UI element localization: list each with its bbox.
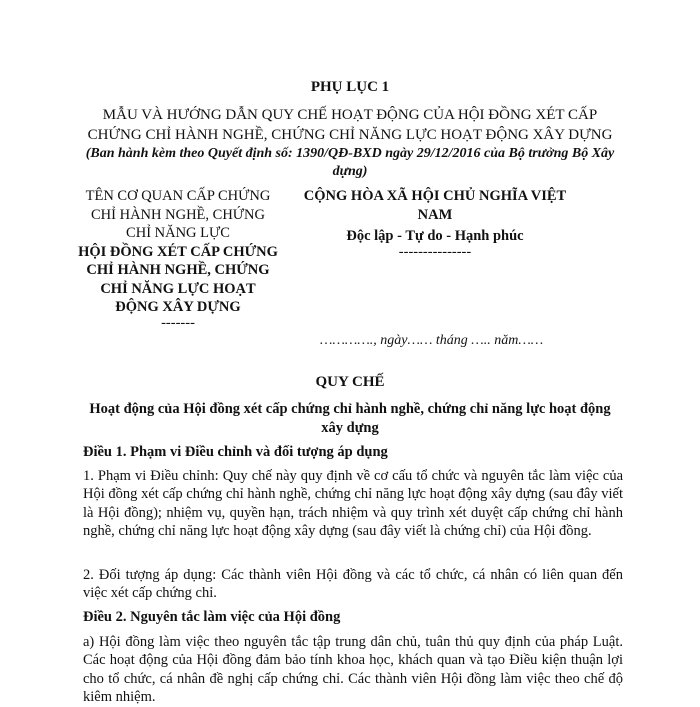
agency-header	[78, 187, 278, 329]
date-line: …………., ngày…… tháng ….. năm……	[320, 333, 544, 348]
article-1-paragraph-2: 2. Đối tượng áp dụng: Các thành viên Hội đồng và các tổ chức, cá nhân có liên quan đến việc xét cấp chứng chỉ.	[83, 567, 623, 602]
article-2-paragraph-1: a) Hội đồng làm việc theo nguyên tắc tập trung dân chủ, tuân thủ quy định của pháp Luật. Các hoạt động của Hội đồng đảm bảo tính khoa học, khách quan và tạo Điều kiện thuận lợi cho tổ chức, cá nhân đề nghị cấp chứng chỉ. Các thành viên Hội đồng làm việc theo chế độ kiêm nhiệm.	[83, 634, 623, 706]
document-title: QUY CHẾ	[315, 374, 385, 390]
agency-divider: -------	[161, 314, 195, 331]
appendix-title: PHỤ LỤC 1	[310, 79, 390, 95]
article-1-heading: Điều 1. Phạm vi Điều chỉnh và đối tượng áp dụng	[83, 444, 388, 460]
article-2-heading: Điều 2. Nguyên tắc làm việc của Hội đồng	[83, 609, 341, 625]
nation-name: CỘNG HÒA XÃ HỘI CHỦ NGHĨA VIỆT NAM	[303, 188, 567, 223]
agency-name: TÊN CƠ QUAN CẤP CHỨNG CHỈ HÀNH NGHỀ, CHỨNG CHỈ NĂNG LỰC	[85, 188, 271, 241]
article-1-paragraph-1: 1. Phạm vi Điều chỉnh: Quy chế này quy định về cơ cấu tổ chức và nguyên tắc làm việc của Hội đồng xét cấp chứng chỉ hành nghề, chứng chỉ năng lực hoạt động xây dựng (sau đây viết là Hội đồng); nhiệm vụ, quyền hạn, trách nhiệm và quy trình xét duyệt cấp chứng chỉ hành nghề, chứng chỉ năng lực hoạt động xây dựng (sau đây viết là chứng chỉ) của Hội đồng.	[83, 468, 623, 540]
appendix-subtitle: MẪU VÀ HƯỚNG DẪN QUY CHẾ HOẠT ĐỘNG CỦA HỘI ĐỒNG XÉT CẤP CHỨNG CHỈ HÀNH NGHỀ, CHỨNG CHỈ NĂNG LỰC HOẠT ĐỘNG XÂY DỰNG	[87, 107, 613, 143]
national-motto: Độc lập - Tự do - Hạnh phúc	[346, 228, 524, 244]
council-name: HỘI ĐỒNG XÉT CẤP CHỨNG CHỈ HÀNH NGHỀ, CHỨNG CHỈ NĂNG LỰC HOẠT ĐỘNG XÂY DỰNG	[78, 243, 278, 315]
appendix-note: (Ban hành kèm theo Quyết định số: 1390/QĐ-BXD ngày 29/12/2016 của Bộ trưởng Bộ Xây dựng)	[85, 146, 615, 179]
document-subtitle: Hoạt động của Hội đồng xét cấp chứng chỉ hành nghề, chứng chỉ năng lực hoạt động xây dựng	[89, 401, 611, 436]
national-header	[285, 187, 585, 258]
motto-divider: ---------------	[398, 244, 472, 260]
